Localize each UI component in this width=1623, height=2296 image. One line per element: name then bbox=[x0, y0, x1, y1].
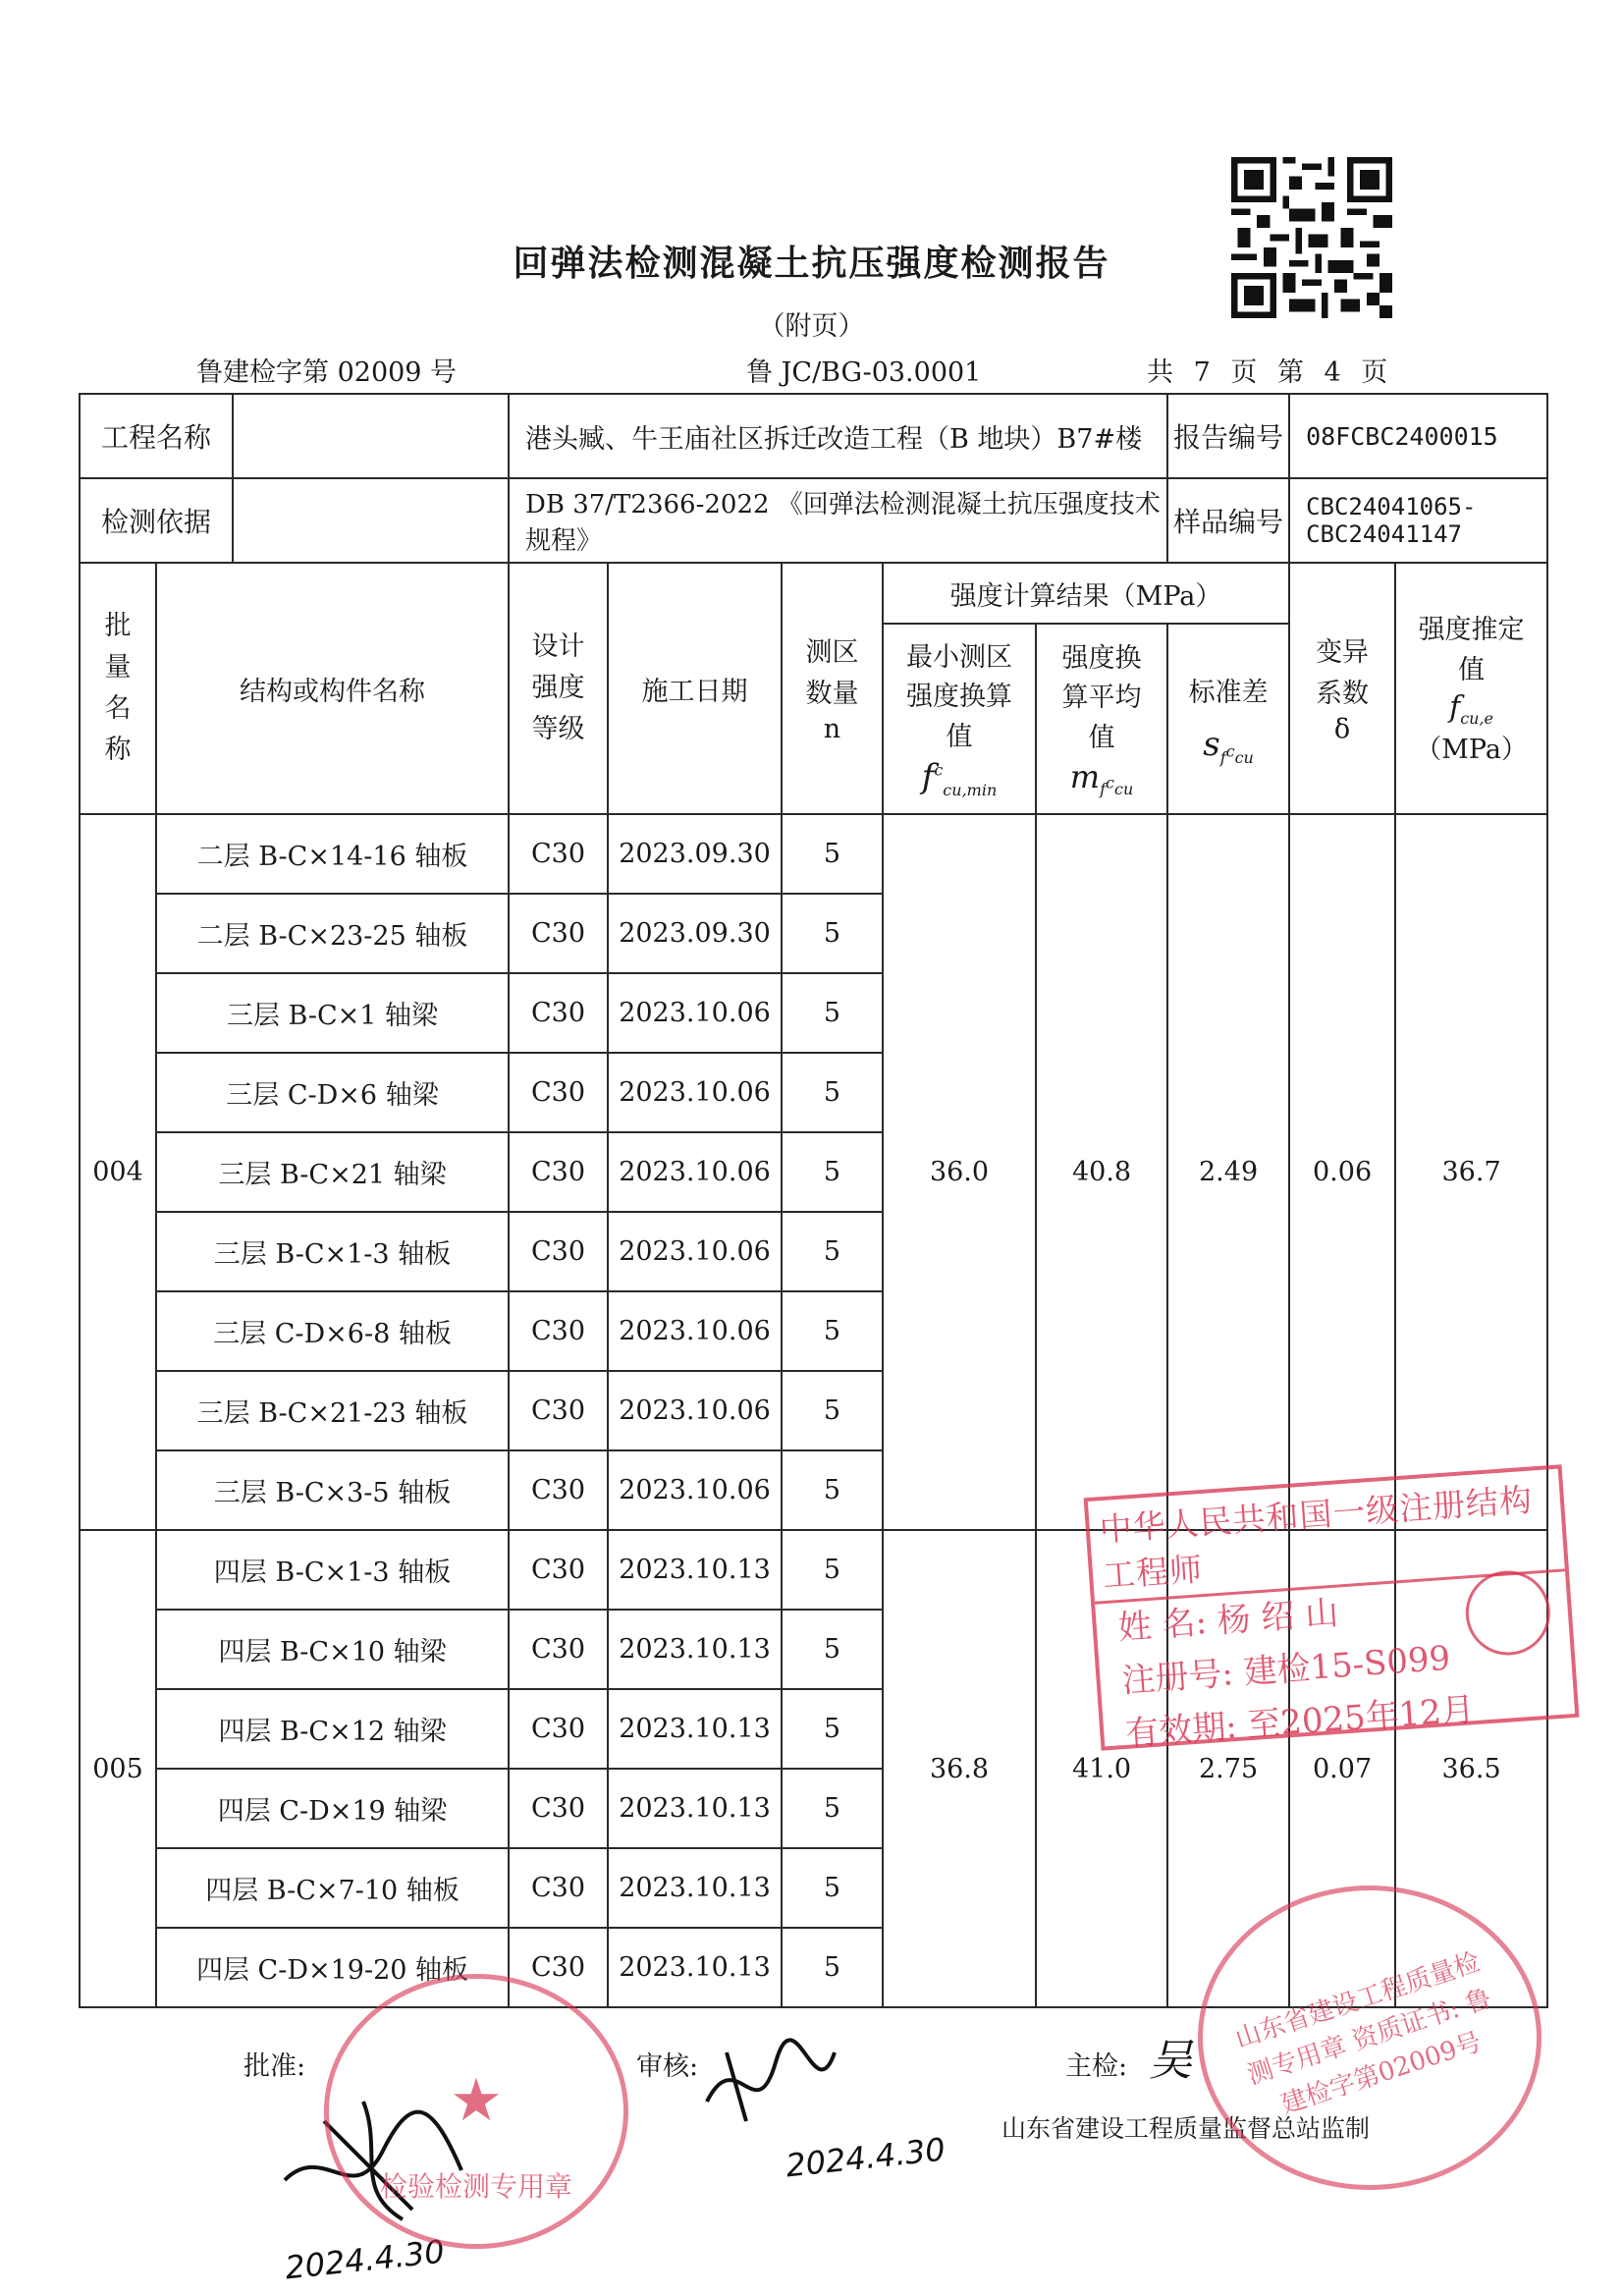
zones-cell: 5 bbox=[782, 1132, 883, 1212]
grade-cell: C30 bbox=[509, 894, 608, 973]
component-cell: 四层 C-D×19 轴梁 bbox=[156, 1769, 509, 1848]
std-dev-cell: 2.49 bbox=[1167, 814, 1289, 1530]
date-cell: 2023.09.30 bbox=[608, 894, 782, 973]
cv-cell: 0.06 bbox=[1289, 814, 1395, 1530]
report-subtitle: （附页） bbox=[758, 311, 865, 342]
grade-cell: C30 bbox=[509, 1610, 608, 1689]
component-cell: 三层 B-C×21 轴梁 bbox=[156, 1132, 509, 1212]
col-zones-label: 测区数量 bbox=[805, 636, 859, 709]
zones-cell: 5 bbox=[782, 1053, 883, 1132]
col-min bbox=[883, 624, 1036, 814]
col-grade: 设计强度等级 bbox=[509, 563, 608, 814]
grade-cell: C30 bbox=[509, 1450, 608, 1530]
qr-code-icon bbox=[1231, 157, 1392, 318]
header-row-1 bbox=[80, 563, 1547, 624]
zones-cell: 5 bbox=[782, 1291, 883, 1371]
date-cell: 2023.09.30 bbox=[608, 814, 782, 894]
component-cell: 三层 B-C×21-23 轴板 bbox=[156, 1371, 509, 1450]
review-date-signature: 2024.4.30 bbox=[784, 2130, 947, 2185]
date-cell: 2023.10.13 bbox=[608, 1530, 782, 1610]
col-calc-group: 强度计算结果（MPa） bbox=[883, 563, 1289, 624]
grade-cell: C30 bbox=[509, 1689, 608, 1769]
reviewer-signature-icon bbox=[687, 2023, 854, 2141]
grade-cell: C30 bbox=[509, 973, 608, 1053]
engineer-stamp-valid: 有效期: 至2025年12月 bbox=[1124, 1689, 1477, 1754]
report-no-value: 08FCBC2400015 bbox=[1289, 394, 1547, 478]
date-cell: 2023.10.13 bbox=[608, 1928, 782, 2007]
min-strength-cell: 36.0 bbox=[883, 814, 1036, 1530]
project-value: 港头臧、牛王庙社区拆迁改造工程（B 地块）B7#楼 bbox=[509, 394, 1167, 478]
report-title: 回弹法检测混凝土抗压强度检测报告 bbox=[513, 243, 1110, 284]
zones-cell: 5 bbox=[782, 1769, 883, 1848]
col-zones-n: n bbox=[823, 714, 841, 745]
col-cv-symbol: δ bbox=[1333, 714, 1351, 745]
zones-cell: 5 bbox=[782, 1848, 883, 1928]
basis-label: 检测依据 bbox=[81, 479, 234, 562]
zones-cell: 5 bbox=[782, 1450, 883, 1530]
cv-cell: 0.07 bbox=[1289, 1530, 1395, 2007]
inspection-stamp-text: 检验检测专用章 bbox=[379, 2170, 572, 2203]
approve-label: 批准: bbox=[243, 2051, 306, 2082]
component-cell: 四层 C-D×19-20 轴板 bbox=[156, 1928, 509, 2007]
col-est bbox=[1395, 563, 1547, 814]
grade-cell: C30 bbox=[509, 1212, 608, 1291]
project-row bbox=[80, 394, 1547, 478]
component-cell: 三层 C-D×6 轴梁 bbox=[156, 1053, 509, 1132]
std-dev-cell: 2.75 bbox=[1167, 1530, 1289, 2007]
batch-name-cell: 004 bbox=[80, 814, 156, 1530]
project-label: 工程名称 bbox=[81, 395, 234, 477]
zones-cell: 5 bbox=[782, 894, 883, 973]
date-cell: 2023.10.13 bbox=[608, 1689, 782, 1769]
component-cell: 三层 B-C×1-3 轴板 bbox=[156, 1212, 509, 1291]
approve-date-signature: 2024.4.30 bbox=[283, 2232, 447, 2287]
table-row bbox=[80, 814, 1547, 894]
col-min-label: 最小测区强度换算值 bbox=[906, 641, 1012, 752]
component-cell: 四层 B-C×10 轴梁 bbox=[156, 1610, 509, 1689]
form-number: 鲁 JC/BG-03.0001 bbox=[746, 357, 982, 388]
col-zones bbox=[782, 563, 883, 814]
batch-name-cell: 005 bbox=[80, 1530, 156, 2007]
star-icon: ★ bbox=[450, 2066, 503, 2136]
component-cell: 三层 B-C×1 轴梁 bbox=[156, 973, 509, 1053]
zones-cell: 5 bbox=[782, 1928, 883, 2007]
zones-cell: 5 bbox=[782, 814, 883, 894]
col-mean bbox=[1036, 624, 1167, 814]
component-cell: 二层 B-C×23-25 轴板 bbox=[156, 894, 509, 973]
grade-cell: C30 bbox=[509, 1291, 608, 1371]
component-cell: 三层 C-D×6-8 轴板 bbox=[156, 1291, 509, 1371]
col-mean-label: 强度换算平均值 bbox=[1061, 642, 1142, 753]
col-batch: 批量名称 bbox=[80, 563, 156, 814]
basis-row bbox=[80, 478, 1547, 563]
date-cell: 2023.10.13 bbox=[608, 1769, 782, 1848]
qualification-stamp-text: 山东省建设工程质量检测专用章 资质证书: 鲁建检字第02009号 bbox=[1231, 1946, 1495, 2120]
inspection-round-stamp bbox=[324, 1974, 628, 2249]
date-cell: 2023.10.06 bbox=[608, 1132, 782, 1212]
min-strength-cell: 36.8 bbox=[883, 1530, 1036, 2007]
grade-cell: C30 bbox=[509, 1053, 608, 1132]
mfcu-symbol: $m_{f^ccu}$ bbox=[1069, 758, 1134, 799]
zones-cell: 5 bbox=[782, 1371, 883, 1450]
engineer-stamp-name: 姓 名: 杨 绍 山 bbox=[1116, 1593, 1340, 1649]
grade-cell: C30 bbox=[509, 1769, 608, 1848]
zones-cell: 5 bbox=[782, 1689, 883, 1769]
review-label: 审核: bbox=[636, 2051, 699, 2082]
col-date: 施工日期 bbox=[608, 563, 782, 814]
component-cell: 四层 B-C×7-10 轴板 bbox=[156, 1848, 509, 1928]
col-est-label: 强度推定值 bbox=[1418, 615, 1525, 685]
basis-cell bbox=[80, 478, 509, 563]
fcu-min-symbol: $f^c_{cu,min}$ bbox=[921, 757, 998, 800]
grade-cell: C30 bbox=[509, 1848, 608, 1928]
component-cell: 三层 B-C×3-5 轴板 bbox=[156, 1450, 509, 1530]
date-cell: 2023.10.06 bbox=[608, 1371, 782, 1450]
batch-body bbox=[80, 814, 1547, 2007]
component-cell: 四层 B-C×1-3 轴板 bbox=[156, 1530, 509, 1610]
date-cell: 2023.10.06 bbox=[608, 1212, 782, 1291]
col-cv-label: 变异系数 bbox=[1316, 636, 1370, 709]
sfcu-symbol: $s_{f^ccu}$ bbox=[1203, 725, 1254, 767]
grade-cell: C30 bbox=[509, 1132, 608, 1212]
date-cell: 2023.10.06 bbox=[608, 1053, 782, 1132]
sample-no-value: CBC24041065-CBC24041147 bbox=[1289, 478, 1547, 563]
inspector-signature: 吴 bbox=[1149, 2036, 1192, 2086]
col-cv bbox=[1289, 563, 1395, 814]
supervisor-note: 山东省建设工程质量监督总站监制 bbox=[1001, 2114, 1371, 2143]
component-cell: 二层 B-C×14-16 轴板 bbox=[156, 814, 509, 894]
zones-cell: 5 bbox=[782, 1610, 883, 1689]
report-table bbox=[79, 393, 1548, 2008]
date-cell: 2023.10.13 bbox=[608, 1848, 782, 1928]
qualification-round-stamp bbox=[1198, 1886, 1542, 2190]
inspect-label: 主检: bbox=[1065, 2051, 1128, 2082]
estimated-strength-cell: 36.5 bbox=[1395, 1530, 1547, 2007]
grade-cell: C30 bbox=[509, 814, 608, 894]
mean-strength-cell: 41.0 bbox=[1036, 1530, 1167, 2007]
component-cell: 四层 B-C×12 轴梁 bbox=[156, 1689, 509, 1769]
date-cell: 2023.10.13 bbox=[608, 1610, 782, 1689]
report-no-label: 报告编号 bbox=[1167, 394, 1289, 478]
grade-cell: C30 bbox=[509, 1928, 608, 2007]
engineer-stamp bbox=[1084, 1464, 1580, 1754]
date-cell: 2023.10.06 bbox=[608, 1291, 782, 1371]
col-est-unit: （MPa） bbox=[1415, 735, 1528, 765]
grade-cell: C30 bbox=[509, 1371, 608, 1450]
fcue-symbol: $f_{cu,e}$ bbox=[1449, 690, 1494, 728]
zones-cell: 5 bbox=[782, 973, 883, 1053]
estimated-strength-cell: 36.7 bbox=[1395, 814, 1547, 1530]
sample-no-label: 样品编号 bbox=[1167, 478, 1289, 563]
engineer-stamp-reg: 注册号: 建检15-S099 bbox=[1120, 1638, 1452, 1701]
zones-cell: 5 bbox=[782, 1530, 883, 1610]
col-component: 结构或构件名称 bbox=[156, 563, 509, 814]
grade-cell: C30 bbox=[509, 1530, 608, 1610]
page-info: 共 7 页 第 4 页 bbox=[1147, 357, 1388, 388]
project-cell bbox=[80, 394, 509, 478]
basis-value: DB 37/T2366-2022 《回弹法检测混凝土抗压强度技术规程》 bbox=[509, 478, 1167, 563]
date-cell: 2023.10.06 bbox=[608, 973, 782, 1053]
zones-cell: 5 bbox=[782, 1212, 883, 1291]
date-cell: 2023.10.06 bbox=[608, 1450, 782, 1530]
col-std bbox=[1167, 624, 1289, 814]
mean-strength-cell: 40.8 bbox=[1036, 814, 1167, 1530]
col-std-label: 标准差 bbox=[1188, 678, 1269, 709]
engineer-stamp-head: 中华人民共和国一级注册结构工程师 bbox=[1088, 1469, 1565, 1605]
doc-number: 鲁建检字第 02009 号 bbox=[196, 357, 458, 388]
